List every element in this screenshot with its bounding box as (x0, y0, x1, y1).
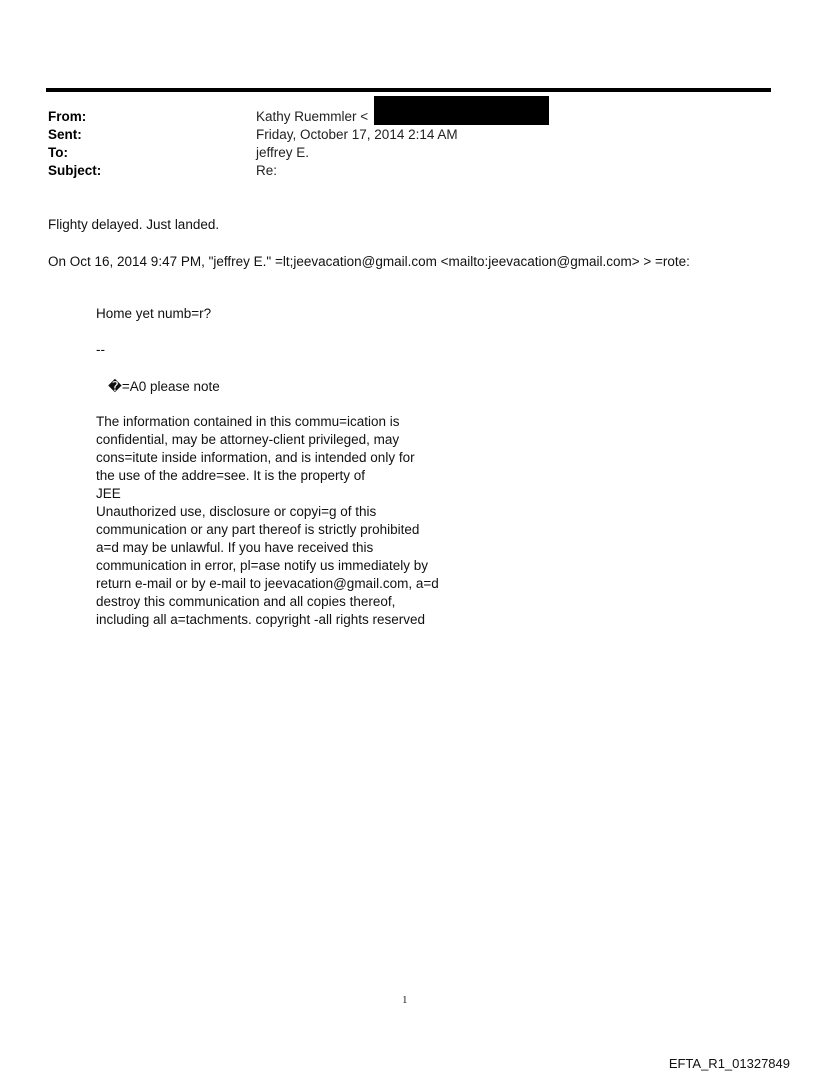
from-value (256, 108, 368, 126)
disclaimer-block (96, 413, 456, 629)
disclaimer-line: communication in error, pl=ase notify us immediately by (96, 558, 429, 573)
subject-row (48, 162, 748, 180)
from-label: From: (48, 109, 87, 124)
disclaimer-line: JEE (96, 486, 121, 501)
to-row (48, 144, 748, 162)
disclaimer-line: The information contained in this commu=ication is (96, 414, 400, 429)
from-row (48, 108, 748, 126)
please-note: �=A0 please note (108, 379, 220, 394)
header-rule (46, 88, 771, 92)
email-header (48, 108, 748, 180)
disclaimer-line: communication or any part thereof is strictly prohibited (96, 522, 420, 537)
sent-label: Sent: (48, 127, 82, 142)
disclaimer-line: confidential, may be attorney-client privileged, may (96, 432, 400, 447)
disclaimer-line: Unauthorized use, disclosure or copyi=g of this (96, 504, 377, 519)
quote-intro: On Oct 16, 2014 9:47 PM, "jeffrey E." =lt;jeevacation@gmail.com <mailto:jeevacation@gmail.com> > =rote: (48, 254, 690, 269)
sent-value: Friday, October 17, 2014 2:14 AM (256, 127, 458, 142)
reply-text: Flighty delayed. Just landed. (48, 217, 220, 232)
disclaimer-line: the use of the addre=see. It is the property of (96, 468, 366, 483)
disclaimer-line: including all a=tachments. copyright -all rights reserved (96, 612, 426, 627)
subject-label: Subject: (48, 163, 102, 178)
page-number: 1 (402, 994, 408, 1006)
subject-value: Re: (256, 163, 278, 178)
sent-row (48, 126, 748, 144)
disclaimer-line: return e-mail or by e-mail to jeevacation@gmail.com, a=d (96, 576, 439, 591)
to-label: To: (48, 145, 68, 160)
from-sender: Kathy Ruemmler < (256, 109, 369, 124)
quoted-message: Home yet numb=r? (96, 306, 212, 321)
redaction-box (374, 96, 549, 125)
document-id: EFTA_R1_01327849 (668, 1056, 790, 1071)
to-value: jeffrey E. (256, 145, 310, 160)
disclaimer-line: cons=itute inside information, and is intended only for (96, 450, 415, 465)
disclaimer-line: destroy this communication and all copies thereof, (96, 594, 396, 609)
signature-separator: -- (96, 342, 105, 357)
disclaimer-line: a=d may be unlawful. If you have received this (96, 540, 374, 555)
